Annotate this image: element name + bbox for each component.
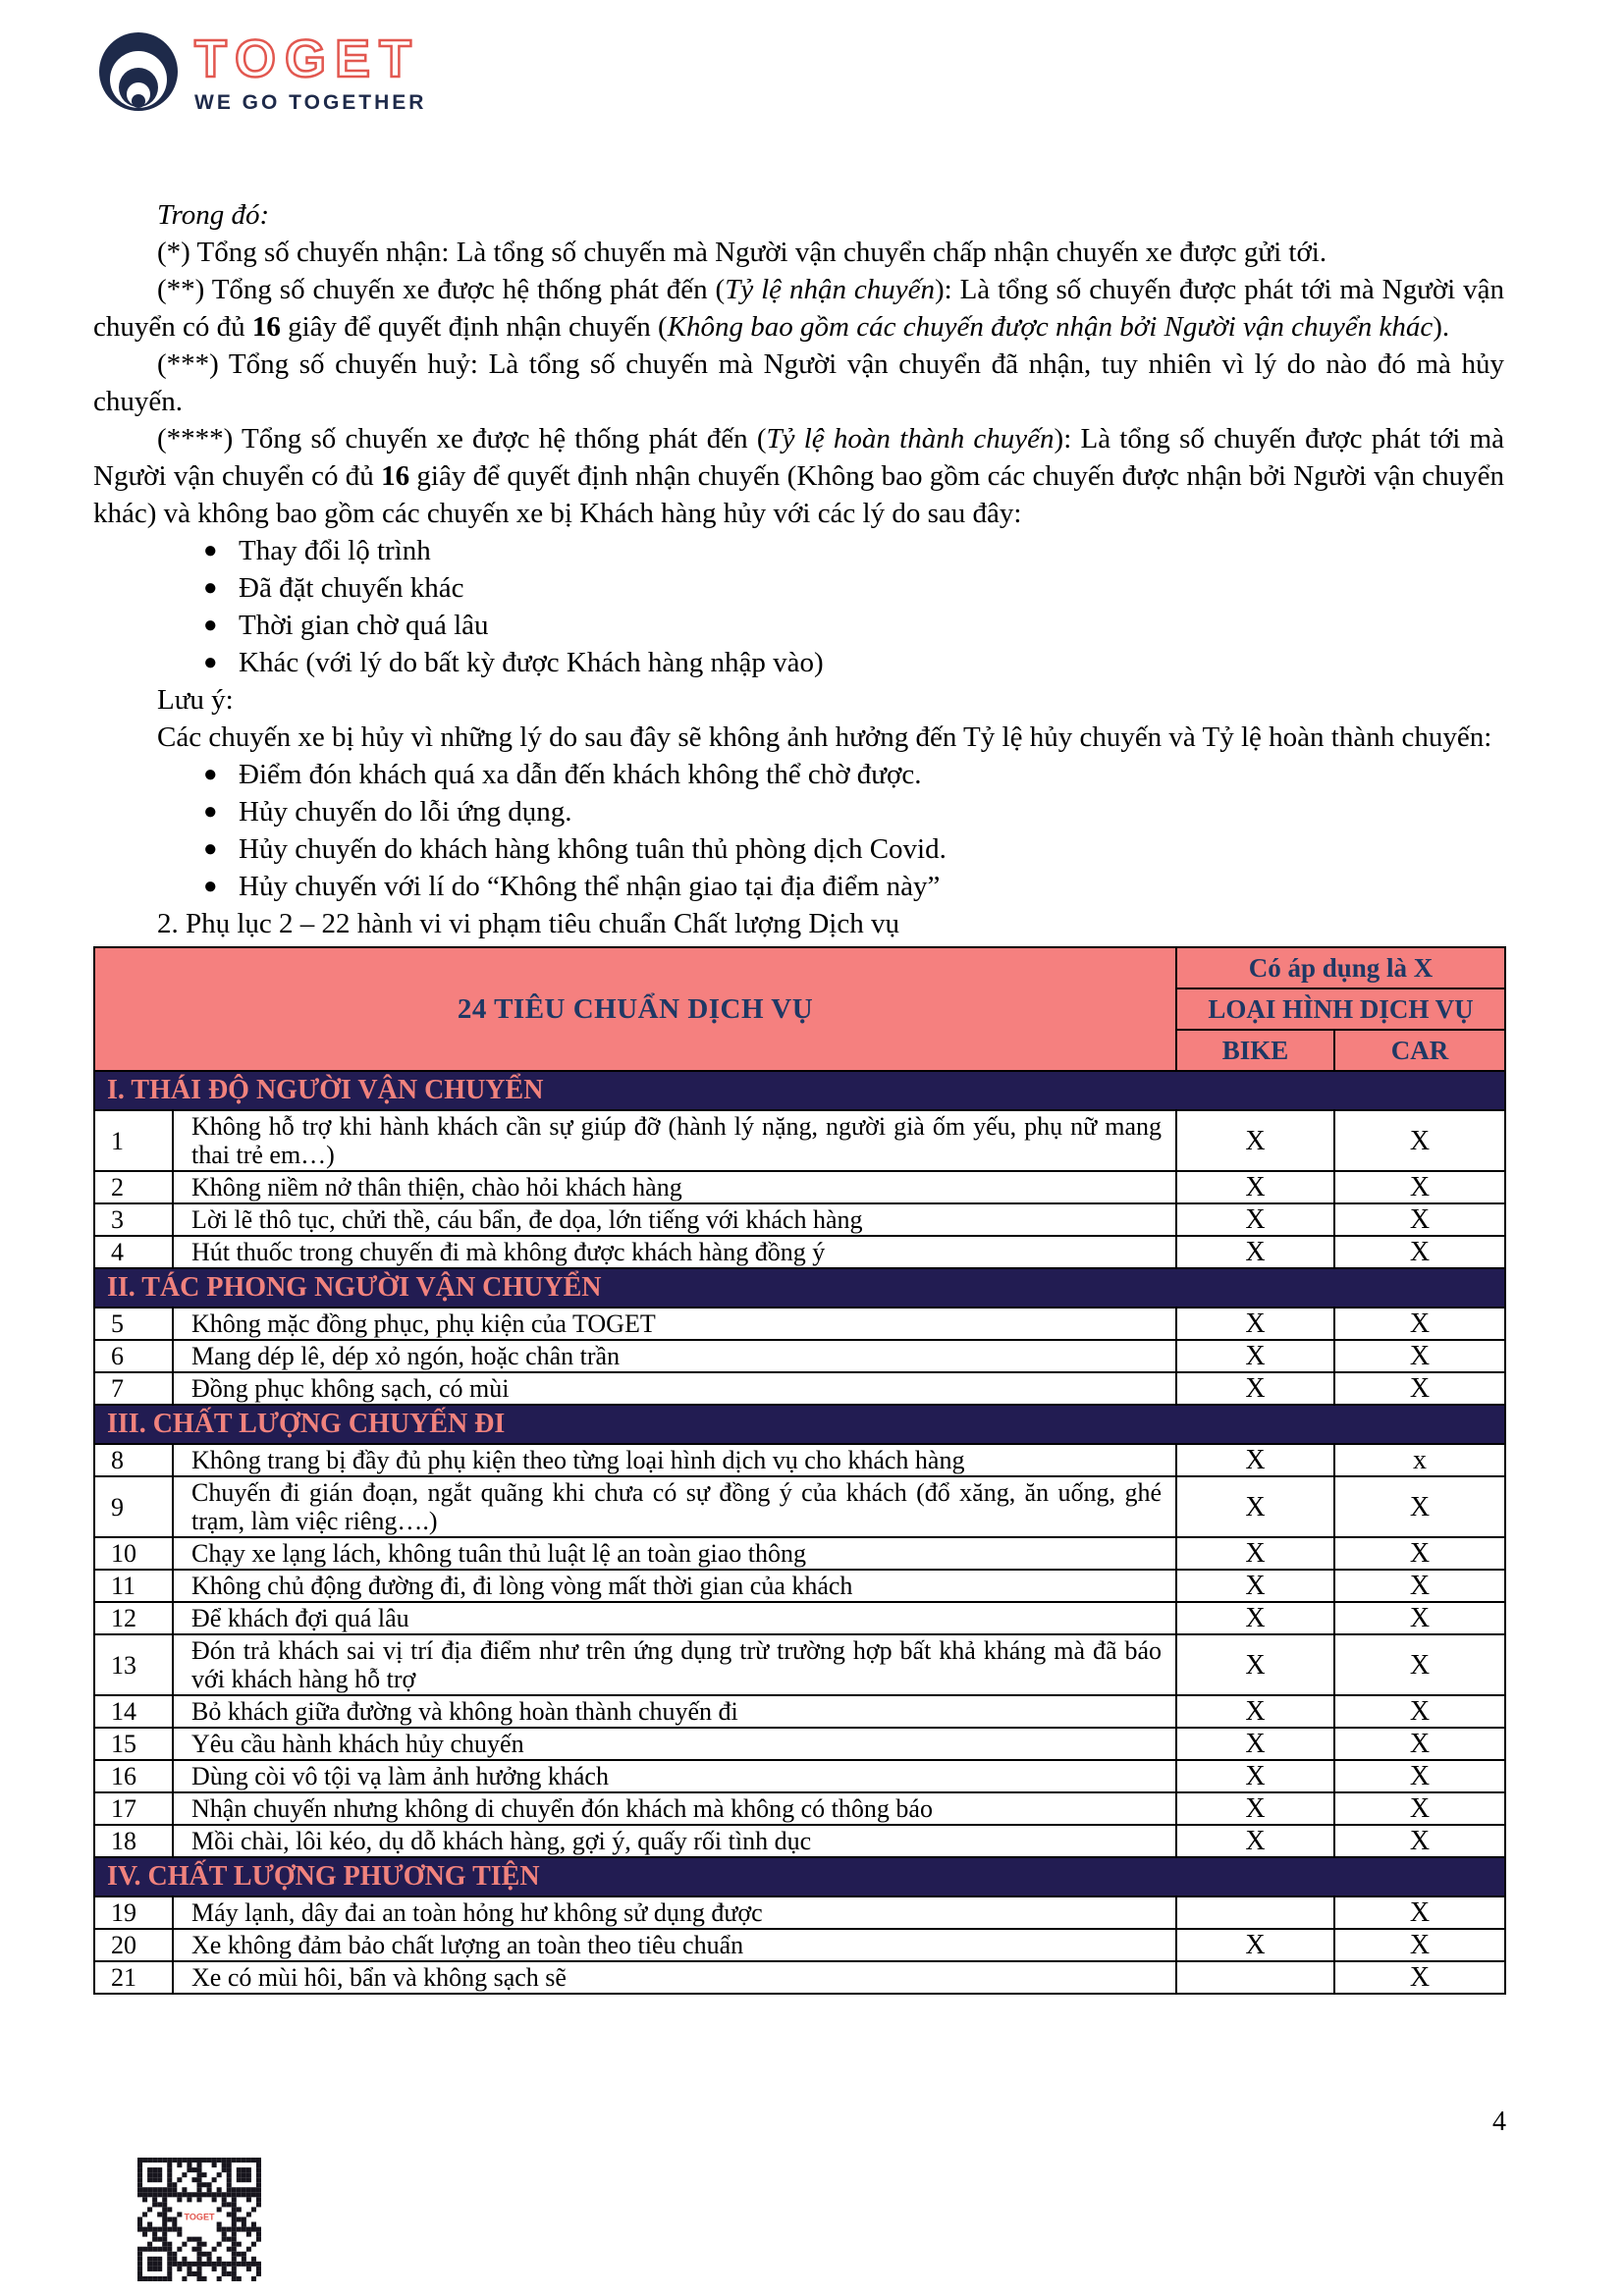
row-description: Xe không đảm bảo chất lượng an toàn theo tiêu chuẩn	[173, 1929, 1176, 1961]
applies-label: Có áp dụng là X	[1176, 947, 1505, 988]
row-number: 2	[94, 1171, 173, 1203]
table-row	[94, 1760, 1505, 1792]
car-mark: X	[1334, 1570, 1505, 1602]
row-description: Mồi chài, lôi kéo, dụ dỗ khách hàng, gợi ý, quấy rối tình dục	[173, 1825, 1176, 1857]
no-impact-reasons-list	[93, 756, 1504, 905]
row-description: Hút thuốc trong chuyến đi mà không được khách hàng đồng ý	[173, 1236, 1176, 1268]
text-segment: giây để quyết định nhận chuyến (Không bao gồm các chuyến được nhận bởi Người vận chuyển khác) và không bao gồm các chuyến xe bị Khách hàng hủy với các lý do sau đây:	[93, 460, 1504, 529]
car-mark: X	[1334, 1372, 1505, 1405]
toget-logo-icon	[98, 31, 179, 120]
table-row	[94, 1929, 1505, 1961]
text-segment: 16	[251, 311, 281, 343]
bike-mark: X	[1176, 1825, 1334, 1857]
table-section-row	[94, 1268, 1505, 1308]
car-mark: X	[1334, 1537, 1505, 1570]
text-segment: 16	[381, 460, 410, 492]
car-mark: X	[1334, 1896, 1505, 1929]
car-mark: X	[1334, 1236, 1505, 1268]
row-number: 9	[94, 1476, 173, 1537]
bike-mark: X	[1176, 1792, 1334, 1825]
list-item: ● Hủy chuyến do khách hàng không tuân thủ phòng dịch Covid.	[93, 830, 1504, 868]
list-item: ● Đã đặt chuyến khác	[93, 569, 1504, 607]
table-row	[94, 1537, 1505, 1570]
paragraph-total-accepted	[93, 234, 1504, 271]
row-description: Không chủ động đường đi, đi lòng vòng mất thời gian của khách	[173, 1570, 1176, 1602]
qr-center-logo: TOGET	[184, 2212, 215, 2222]
row-description: Đồng phục không sạch, có mùi	[173, 1372, 1176, 1405]
table-row	[94, 1695, 1505, 1728]
row-number: 14	[94, 1695, 173, 1728]
text-segment: ): Là tổng số chuyến được phát tới mà Người vận chuyển có đủ	[93, 274, 1505, 343]
table-row	[94, 1171, 1505, 1203]
row-description: Không trang bị đầy đủ phụ kiện theo từng loại hình dịch vụ cho khách hàng	[173, 1444, 1176, 1476]
text-segment: Tỷ lệ hoàn thành chuyến	[766, 423, 1055, 454]
table-row	[94, 1728, 1505, 1760]
list-item: ● Điểm đón khách quá xa dẫn đến khách không thể chờ được.	[93, 756, 1504, 793]
table-row	[94, 1896, 1505, 1929]
service-type-label: LOẠI HÌNH DỊCH VỤ	[1176, 988, 1505, 1030]
list-item: ● Hủy chuyến do lỗi ứng dụng.	[93, 793, 1504, 830]
table-row	[94, 1825, 1505, 1857]
row-description: Không niềm nở thân thiện, chào hỏi khách hàng	[173, 1171, 1176, 1203]
row-number: 16	[94, 1760, 173, 1792]
text-segment: (*) Tổng số chuyến nhận: Là tổng số chuyến mà Người vận chuyển chấp nhận chuyến xe được gửi tới.	[157, 237, 1327, 268]
row-number: 19	[94, 1896, 173, 1929]
table-row	[94, 1308, 1505, 1340]
column-header-car: CAR	[1334, 1030, 1505, 1071]
table-section-row	[94, 1071, 1505, 1110]
bike-mark: X	[1176, 1308, 1334, 1340]
car-mark: X	[1334, 1203, 1505, 1236]
car-mark: X	[1334, 1728, 1505, 1760]
paragraph-completion-rate	[93, 420, 1504, 532]
table-row	[94, 1570, 1505, 1602]
bike-mark: X	[1176, 1236, 1334, 1268]
row-description: Chạy xe lạng lách, không tuân thủ luật lệ an toàn giao thông	[173, 1537, 1176, 1570]
table-row	[94, 1203, 1505, 1236]
table-section-row	[94, 1405, 1505, 1444]
car-mark: X	[1334, 1340, 1505, 1372]
text-segment: (****) Tổng số chuyến xe được hệ thống phát đến (	[157, 423, 767, 454]
table-row	[94, 1340, 1505, 1372]
text-segment: Không bao gồm các chuyến được nhận bởi Người vận chuyển khác	[667, 311, 1434, 343]
row-description: Không hỗ trợ khi hành khách cần sự giúp đỡ (hành lý nặng, người già ốm yếu, phụ nữ mang thai trẻ em…)	[173, 1110, 1176, 1171]
car-mark: X	[1334, 1929, 1505, 1961]
row-number: 8	[94, 1444, 173, 1476]
row-number: 7	[94, 1372, 173, 1405]
row-number: 13	[94, 1634, 173, 1695]
text-segment: ): Là tổng số chuyến được phát tới mà Người vận chuyển có đủ	[93, 423, 1505, 492]
row-number: 3	[94, 1203, 173, 1236]
text-segment: ).	[1433, 311, 1450, 343]
bike-mark: X	[1176, 1760, 1334, 1792]
logo-text	[194, 31, 426, 115]
row-number: 21	[94, 1961, 173, 1994]
bike-mark: X	[1176, 1476, 1334, 1537]
text-segment: (***) Tổng số chuyến huỷ: Là tổng số chuyến mà Người vận chuyển đã nhận, tuy nhiên vì lý do nào đó mà hủy chuyến.	[93, 348, 1504, 417]
table-row	[94, 1110, 1505, 1171]
row-number: 11	[94, 1570, 173, 1602]
row-description: Máy lạnh, dây đai an toàn hỏng hư không sử dụng được	[173, 1896, 1176, 1929]
row-description: Dùng còi vô tội vạ làm ảnh hưởng khách	[173, 1760, 1176, 1792]
table-row	[94, 1236, 1505, 1268]
service-standards-table	[93, 946, 1506, 1995]
table-title: 24 TIÊU CHUẨN DỊCH VỤ	[94, 947, 1176, 1071]
row-number: 5	[94, 1308, 173, 1340]
table-row	[94, 1476, 1505, 1537]
bike-mark: X	[1176, 1602, 1334, 1634]
table-row	[94, 1961, 1505, 1994]
car-mark: X	[1334, 1308, 1505, 1340]
row-description: Lời lẽ thô tục, chửi thề, cáu bẩn, đe dọa, lớn tiếng với khách hàng	[173, 1203, 1176, 1236]
paragraph-intro	[93, 196, 1504, 234]
row-description: Để khách đợi quá lâu	[173, 1602, 1176, 1634]
bike-mark: X	[1176, 1537, 1334, 1570]
row-description: Chuyến đi gián đoạn, ngắt quãng khi chưa có sự đồng ý của khách (đổ xăng, ăn uống, ghé trạm, làm việc riêng….)	[173, 1476, 1176, 1537]
row-number: 15	[94, 1728, 173, 1760]
car-mark: X	[1334, 1476, 1505, 1537]
row-number: 20	[94, 1929, 173, 1961]
text-segment: (**) Tổng số chuyến xe được hệ thống phát đến (	[157, 274, 726, 305]
bike-mark: X	[1176, 1340, 1334, 1372]
section-label: II. TÁC PHONG NGƯỜI VẬN CHUYỂN	[94, 1268, 1505, 1308]
note-paragraph: Các chuyến xe bị hủy vì những lý do sau đây sẽ không ảnh hưởng đến Tỷ lệ hủy chuyến và Tỷ lệ hoàn thành chuyến:	[157, 721, 1492, 753]
list-item: ● Thời gian chờ quá lâu	[93, 607, 1504, 644]
row-number: 12	[94, 1602, 173, 1634]
car-mark: X	[1334, 1825, 1505, 1857]
row-number: 4	[94, 1236, 173, 1268]
row-number: 6	[94, 1340, 173, 1372]
table-row	[94, 1602, 1505, 1634]
table-header	[94, 947, 1505, 1071]
row-description: Yêu cầu hành khách hủy chuyến	[173, 1728, 1176, 1760]
row-number: 17	[94, 1792, 173, 1825]
paragraph-cancelled	[93, 346, 1504, 420]
bike-mark: X	[1176, 1695, 1334, 1728]
car-mark: X	[1334, 1760, 1505, 1792]
section-label: III. CHẤT LƯỢNG CHUYẾN ĐI	[94, 1405, 1505, 1444]
row-description: Không mặc đồng phục, phụ kiện của TOGET	[173, 1308, 1176, 1340]
text-segment: Trong đó:	[157, 199, 270, 231]
paragraph-accept-rate	[93, 271, 1504, 346]
car-mark: X	[1334, 1695, 1505, 1728]
row-number: 10	[94, 1537, 173, 1570]
row-description: Xe có mùi hôi, bẩn và không sạch sẽ	[173, 1961, 1176, 1994]
document-body	[93, 196, 1504, 1995]
row-number: 18	[94, 1825, 173, 1857]
cancel-reasons-list	[93, 532, 1504, 681]
bike-mark: X	[1176, 1171, 1334, 1203]
table-row	[94, 1372, 1505, 1405]
table-row	[94, 1444, 1505, 1476]
bike-mark: X	[1176, 1634, 1334, 1695]
row-number: 1	[94, 1110, 173, 1171]
car-mark: X	[1334, 1634, 1505, 1695]
table-row	[94, 1634, 1505, 1695]
car-mark: X	[1334, 1961, 1505, 1994]
row-description: Bỏ khách giữa đường và không hoàn thành chuyến đi	[173, 1695, 1176, 1728]
toget-logo	[98, 31, 426, 120]
car-mark: X	[1334, 1110, 1505, 1171]
section-label: IV. CHẤT LƯỢNG PHƯƠNG TIỆN	[94, 1857, 1505, 1896]
car-mark: X	[1334, 1602, 1505, 1634]
car-mark: X	[1334, 1171, 1505, 1203]
table-body	[94, 1071, 1505, 1994]
list-item: ● Hủy chuyến với lí do “Không thể nhận giao tại địa điểm này”	[93, 868, 1504, 905]
bike-mark: X	[1176, 1570, 1334, 1602]
row-description: Đón trả khách sai vị trí địa điểm như trên ứng dụng trừ trường hợp bất khả kháng mà đã báo với khách hàng hỗ trợ	[173, 1634, 1176, 1695]
bike-mark: X	[1176, 1372, 1334, 1405]
bike-mark	[1176, 1896, 1334, 1929]
qr-code	[137, 2158, 261, 2281]
bike-mark	[1176, 1961, 1334, 1994]
row-description: Nhận chuyến nhưng không di chuyển đón khách mà không có thông báo	[173, 1792, 1176, 1825]
bike-mark: X	[1176, 1110, 1334, 1171]
appendix-heading: 2. Phụ lục 2 – 22 hành vi vi phạm tiêu chuẩn Chất lượng Dịch vụ	[157, 908, 899, 939]
bike-mark: X	[1176, 1929, 1334, 1961]
table-section-row	[94, 1857, 1505, 1896]
text-segment: giây để quyết định nhận chuyến (	[280, 311, 668, 343]
text-segment: Tỷ lệ nhận chuyến	[725, 274, 935, 305]
bike-mark: X	[1176, 1728, 1334, 1760]
note-label: Lưu ý:	[157, 684, 234, 716]
page-number: 4	[1492, 2107, 1506, 2137]
car-mark: x	[1334, 1444, 1505, 1476]
list-item: ● Khác (với lý do bất kỳ được Khách hàng nhập vào)	[93, 644, 1504, 681]
car-mark: X	[1334, 1792, 1505, 1825]
brand-name: TOGET	[194, 29, 421, 88]
bike-mark: X	[1176, 1203, 1334, 1236]
list-item: ● Thay đổi lộ trình	[93, 532, 1504, 569]
bike-mark: X	[1176, 1444, 1334, 1476]
section-label: I. THÁI ĐỘ NGƯỜI VẬN CHUYỂN	[94, 1071, 1505, 1110]
column-header-bike: BIKE	[1176, 1030, 1334, 1071]
table-row	[94, 1792, 1505, 1825]
brand-tagline: WE GO TOGETHER	[194, 90, 427, 114]
row-description: Mang dép lê, dép xỏ ngón, hoặc chân trần	[173, 1340, 1176, 1372]
